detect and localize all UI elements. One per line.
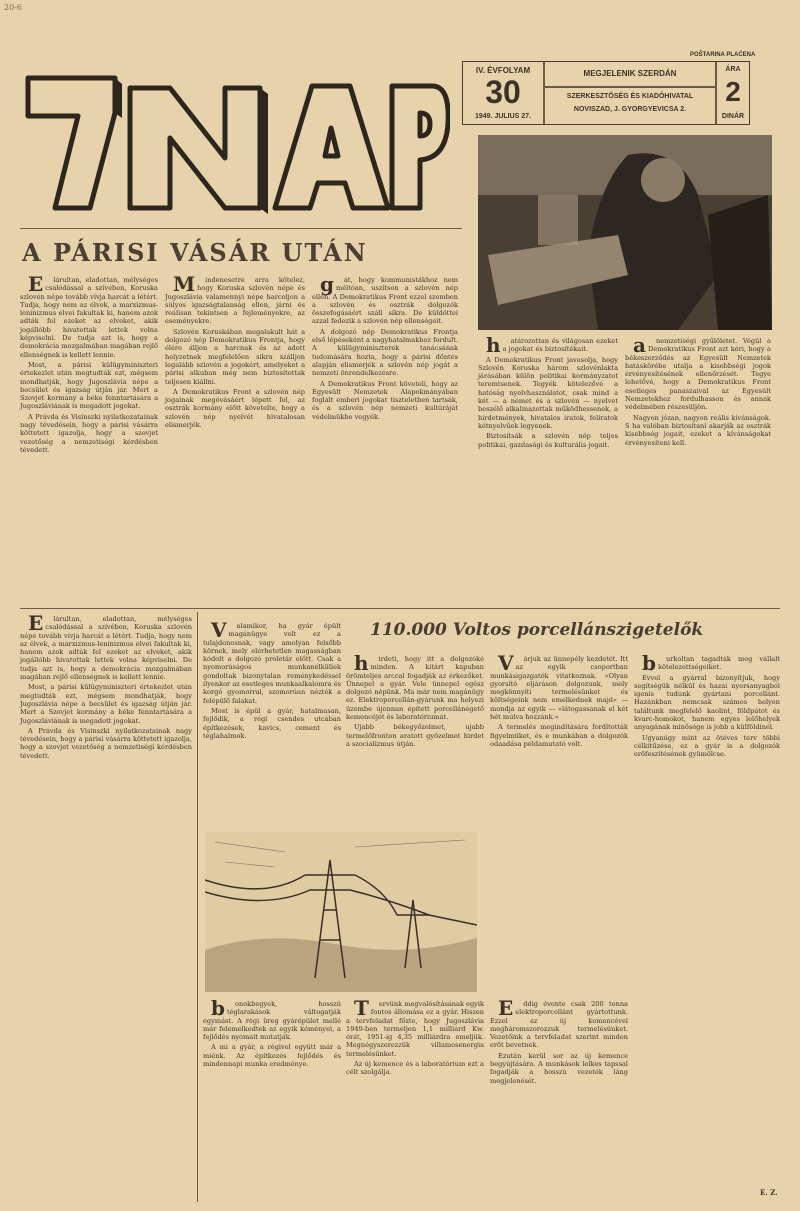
issue-info-box — [462, 61, 750, 125]
paragraph: Ezután kerül sor az új kemence begyújtására. A munkások lelkes tapssal fogadják a hosszú vezeték láng megjelenését. — [490, 1051, 628, 1085]
paragraph: Szlovén Koruskában megalakult hát a dolgozó nép Demokratikus Frontja, hogy élére álljon a harcnak és az adott helyzetnek megfelelően sikra szálljon legalább szlovén a jogokért, amelyeket a párisi alkuban még nem biztosítottak teljesen kiállni. — [165, 327, 305, 386]
price-currency: DINÁR — [721, 113, 745, 120]
article1-col4 — [478, 333, 618, 451]
power-line-illustration — [205, 832, 477, 992]
article1-col5 — [625, 333, 771, 449]
paragraph: Ujabb békegyőzelmet, ujabb termelőfronton aratott győzelmet hirdet a szocializmus útján. — [346, 723, 484, 748]
article2-col2 — [346, 651, 484, 750]
price-value: 2 — [725, 76, 741, 107]
article1-col3 — [312, 272, 458, 423]
paragraph: Valamikor, ha gyár épült magánügye volt ez a tulajdonosnak, vagy amolyan felsőbb körnek, mely elérhetetlen magasságban kódolt a dolgozó proletár előtt. Csak a nyomorúságos munkanélküliek gondoltak bizonytalan reménykedéssel ilyenkor az esetleges munkaalkalomra és korgó gyomorral, szomorúan nézték a felépülő falakat. — [203, 618, 341, 705]
paragraph: Elárultan, eladottan, mélységes csalódással a szívében, Koruska szlovén népe tovább vívja harcát a létért. Tudja, hogy nem az élvek, a marxizmus-leninizmus elvei fakultak ki, hanem azok adták fel ezeket az elveket, akik jogállóbb hivatottak lettek volna képviselni. De tudja azt is, hogy a demokrácia mozgalmában magában rejlő ellenségnek is kellett lennie. — [20, 272, 158, 359]
paragraph: A Demokratikus Front a szlovén nép jogainak megóvásáért lépett fel, az osztrák kormány előtt követelte, hogy a szlovén nép nyelvét hivatalosan elismerjék. — [165, 387, 305, 430]
worker-photo — [478, 135, 772, 330]
office-line-2: NOVISZAD, J. GYORGYEVICSA 2. — [573, 106, 687, 113]
porcelain-headline: 110.000 Voltos porcellánszigetelők — [370, 620, 704, 640]
paragraph: Eddig évente csak 200 tonna elektroporcellánt gyártottunk. Ezzel az új kemencével megháromszorozzuk termelésünket. Vezetőink a tervfeladat szerint minden erőt bevetnek. — [490, 996, 628, 1050]
paragraph: Mindenesetre arra kötelez, hogy Koruska szlovén népe és Jugoszlávia valamennyi népe harcoljon a súlyos igazságtalanság ellen, járni és reálisan tekintsen a fejleményekre, az eseményekre. — [165, 272, 305, 326]
article2-lower-col1 — [203, 996, 341, 1070]
main-headline: A PÁRISI VÁSÁR UTÁN — [22, 238, 368, 267]
author-signature: E. Z. — [760, 1188, 778, 1197]
article2-col3 — [490, 651, 628, 750]
paragraph: Várjuk az ünnepély kezdetét. Itt az egyik csoportban munkásigazgatók vitatkoznak. »Olyan gyorsító eljáráson dolgozunk, mely megkönnyíti termelésünket és költségeink nem emelkednek majd« — mondja az egyik — »látogassanak el két hét múlva hozzánk.« — [490, 651, 628, 722]
paragraph: A termelés megindítására fordították figyelmüket, és e munkában a dolgozók odaadása példamutató volt. — [490, 723, 628, 748]
paragraph: A Právda és Visinszki nyilatkozatainak nagy tévedésein, hogy a párisi vásárra köttetett igazolja, hogy a szovjet vezetőség a nemzetiségi kérdésben tévedett. — [20, 726, 192, 760]
corner-mark: 20-6 — [4, 3, 22, 12]
article1-col1-continued — [20, 611, 192, 762]
paragraph: határozottan és világosan ezeket a jogokat és biztosítékait. — [486, 333, 618, 357]
paragraph: Ugyanúgy mint az ötéves terv többi célkitűzése, ez a gyár is a dolgozók erőfeszítésének gyümölcse. — [634, 733, 780, 759]
paragraph: Most, a párisi külügyminiszteri értekezlet után megtudták ezt, mégsem mondhatják, hogy Jugoszlávia népe a becsület és igazság útján jár. Mert a Szovjet kormány a béke fenntartására a Jugoszláviának is megadott jogokat. — [20, 683, 192, 725]
paragraph: A Demokratikus Front követeli, hogy az Egyesült Nemzetek Alapokmányában foglalt emberi jogokat tiszteletben tartsák, és a szlovén nép nemzeti kultúráját védelmükbe vegyék. — [312, 379, 458, 421]
paragraph: Nagyon józan, nagyon reális kívánságok. S ha valóban biztosítani akarják az osztrák kisebbség jogait, ezeket a kívánságokat érvényesíteni kell. — [625, 413, 771, 447]
paragraph: Evvel a gyárral bizonyítjuk, hogy segítségük nélkül és hazai nyersanyagból igenis tudunk gyártani porcellánt. Hazánkban nemcsak számos helyen találtunk megfelelő kaolint, földpátot és kvarc-homokot, hanem egyes lelőhelyek anyagának minősége is jobb a külföldinél. — [634, 673, 780, 732]
article2-col4 — [634, 651, 780, 761]
paragraph: anemzetiségi gyűlöletet. Végül a Demokratikus Front azt kéri, hogy a békeszerződés az Egyesült Nemzetek hatáskörébe utalja a kisebbségi jogok érvényesítésének ellenőrzését. Tegye lehetővé, hogy a Demokratikus Front esetleges panaszaival az Egyesült Nemzetekhez fordulhasson és annak védelmében részesüljön. — [625, 333, 771, 412]
paragraph: burkoltan tagadták meg vállalt kötelezettségeiket. — [642, 651, 780, 675]
volume-label: IV. ÉVFOLYAM — [475, 66, 531, 75]
article1-col2 — [165, 272, 305, 431]
article2-lower-col2 — [346, 996, 484, 1079]
paragraph: gát, hogy kommunistákhoz nem méltóan, uszítson a szlovén nép ellen. A Demokratikus Front ezzel szemben a szlovén és osztrák dolgozók összefogásáért száll síkra. De küldöttei azzal fedezik a szlovén nép ellenségeit. — [312, 272, 458, 326]
paragraph: A Právda és Visinszki nyilatkozatainak nagy tévedésein, hogy a párisi vásárra köttetett igazolja, hogy a szovjet vezetőség a nemzetiségi kérdésben tévedett. — [20, 412, 158, 454]
office-line-1: SZERKESZTŐSÉG ÉS KIADÓHIVATAL — [566, 93, 694, 100]
issue-number: 30 — [485, 74, 521, 110]
paragraph: Most, a párisi külügyminiszteri értekezlet után megtudták ezt, mégsem mondhatják, hogy Jugoszlávia népe a becsület és igazság útján jár. Mert a Szovjet kormány a béke fenntartására a Jugoszláviának is megadott jogokat. — [20, 360, 158, 411]
publishing-schedule: MEGJELENIK SZERDÁN — [583, 69, 677, 78]
article2-col1 — [203, 618, 341, 742]
issue-date: 1949. JULIUS 27. — [474, 113, 532, 120]
paragraph: hirdeti, hogy itt a dolgozóké minden. A kitárt kapuban örömteljes arccal fogadják az érkezőket. Ünnepel a gyár. Vele ünnepel egész dolgozó népünk. Ma már nem magánügy ez. Elektroporcellán-gyárunk ma helyezi üzembe újonnan épített porcellánégető kemencéjét és laboratóriumát. — [346, 651, 484, 722]
paragraph: Tervünk megvalósításának egyik fontos állomása ez a gyár. Hiszen a tervfeladat főzte, hogy Jugoszlávia 1949-ben termeljen 1,1 milliárd Kw. órát, 1951-ig 4,35 milliárdra emeljük. Megnégyszerezzük villamosenergia termelésünket. — [346, 996, 484, 1058]
paragraph: Biztosítsák a szlovén nép teljes politikai, gazdasági és kulturális jogait. — [478, 432, 618, 449]
paragraph: Elárultan, eladottan, mélységes csalódással a szívében, Koruska szlovén népe tovább vívja harcát a létért. Tudja, hogy nem az élvek, a marxizmus-leninizmus elvei fakultak ki, hanem azok adták fel ezeket az elveket, akik jogállóbb hivatottak lettek volna képviselni. De tudja azt is, hogy a demokrácia mozgalmában magában rejlő ellenségnek is kellett lennie. — [20, 611, 192, 682]
paragraph: Most is épül a gyár, hatalmasan, fejlődik, a régi csendes utcában építkezések, kavics, cement és téglahalmok. — [203, 706, 341, 740]
postage-note: POŠTARINA PLAĆENA — [690, 52, 756, 58]
paragraph: A mi a gyár, a régivel együtt már a miénk. Az építkezés fejlődés és mindennapi munka eredménye. — [203, 1043, 341, 1069]
paragraph: bonokbegyek, hosszú téglarakások váltogatják egymást. A régi üreg gyárépület mellé már felemelkedtek az egyik kéményei, a fejlődés nyomait mutatják. — [203, 996, 341, 1042]
paragraph: Az új kemence és a laboratórium ezt a célt szolgálja. — [346, 1060, 484, 1077]
paragraph: A dolgozó nép Demokratikus Frontja első lépéseként a nagyhatalmakhoz fordult. A külügyminiszterek tanácsának tudomására hozta, hogy a párisi döntés alapján elismerjék a szlovén nép jogát a nemzeti önrendelkezésre. — [312, 327, 458, 378]
newspaper-logo — [20, 68, 450, 218]
article2-lower-col3 — [490, 996, 628, 1087]
article1-col1 — [20, 272, 158, 456]
paragraph: A Demokratikus Front javasolja, hogy Szlovén Koruska három szlovénlakta járásában külön politikai kormányzatot teremtsenek. Tegyék kötelezővé a hatóság nyelvhasználatot, csak mind a két — a német és a szlovén — nyelvet beszélő alkalmazottak működhessenek, a hirdetmények, hivatalos iratok, feliratok kétnyelvűek legyenek. — [478, 355, 618, 430]
price-label: ÁRA — [725, 66, 741, 73]
